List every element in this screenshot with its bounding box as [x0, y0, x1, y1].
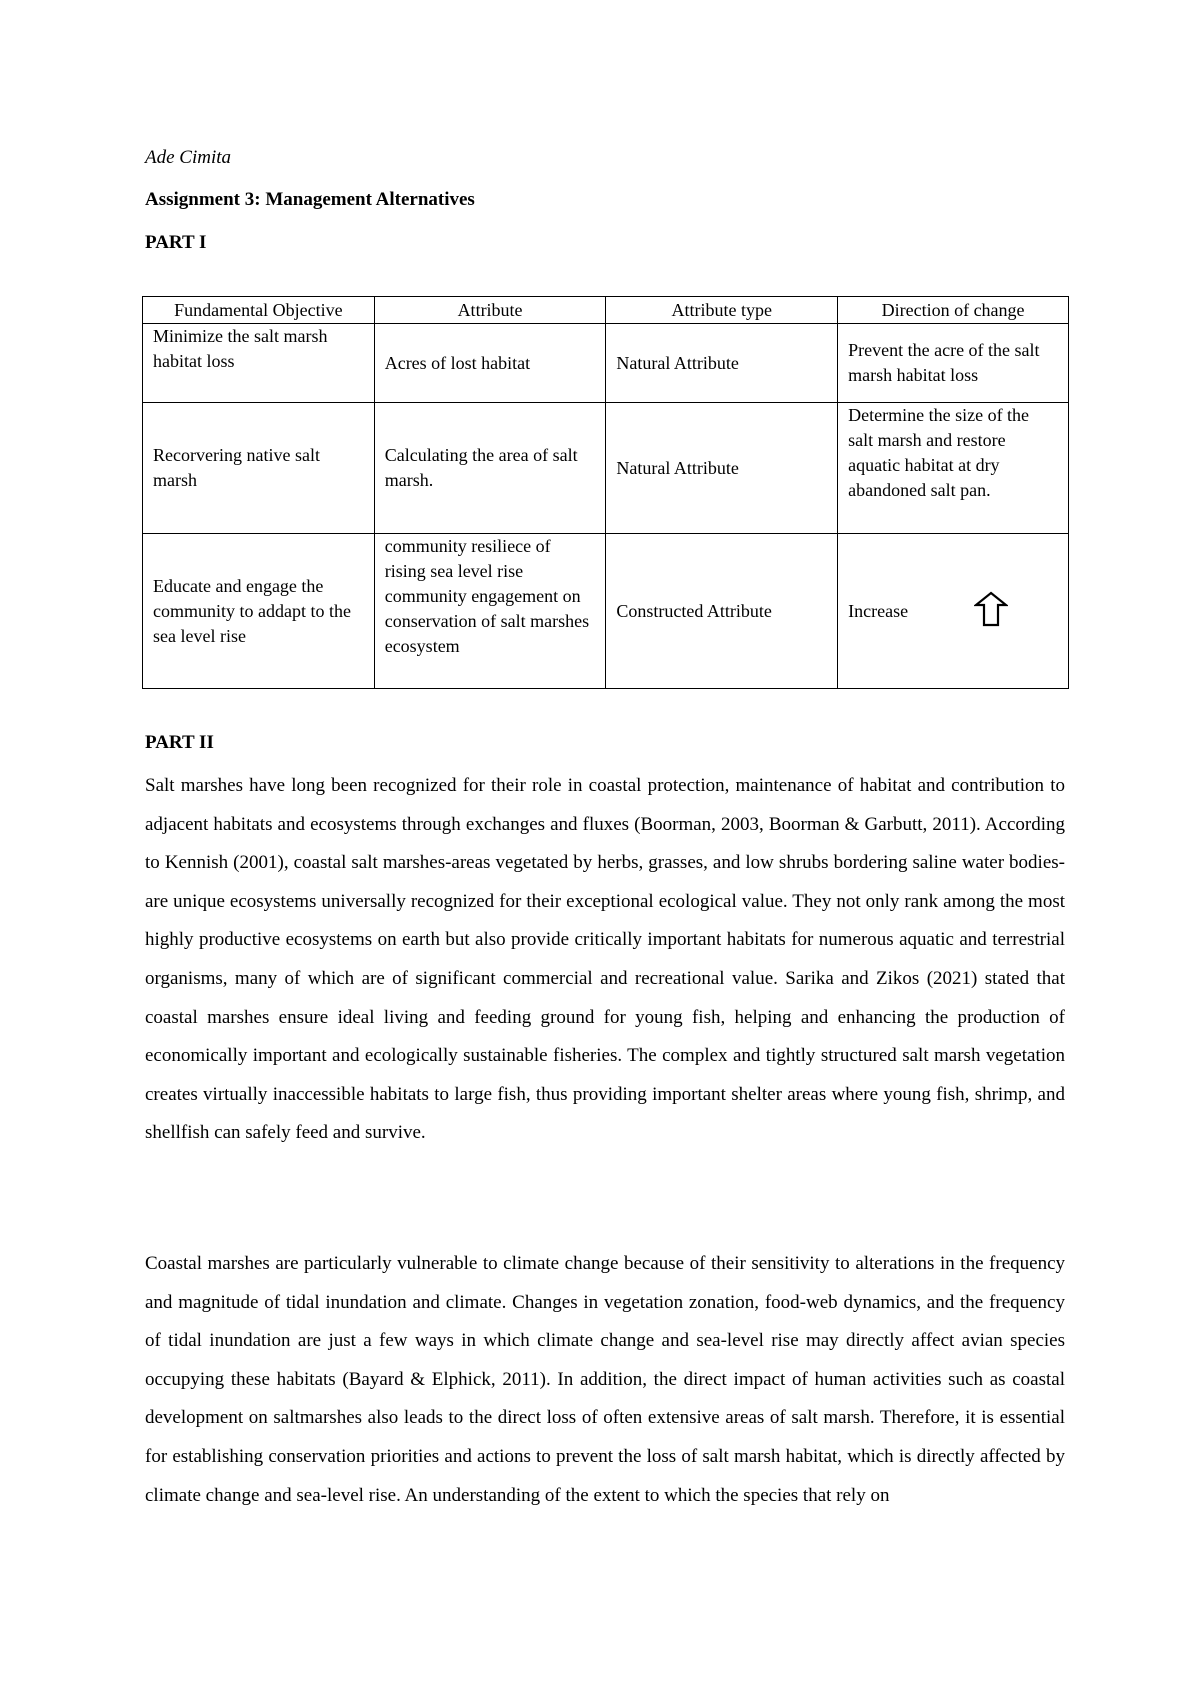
objectives-table — [142, 296, 1069, 689]
author-name: Ade Cimita — [145, 147, 232, 168]
direction-cell: Prevent the acre of the salt marsh habitat loss — [838, 324, 1069, 403]
table-row — [143, 324, 1069, 403]
body-paragraph: Coastal marshes are particularly vulnerable to climate change because of their sensitivity to alterations in the frequency and magnitude of tidal inundation and climate. Changes in vegetation zonation, food-web dynamics, and the frequency of tidal inundation are just a few ways in which climate change and sea-level rise may directly affect avian species occupying these habitats (Bayard & Elphick, 2011). In addition, the direct impact of human activities such as coastal development on saltmarshes also leads to the direct loss of often extensive areas of salt marsh. Therefore, it is essential for establishing conservation priorities and actions to prevent the loss of salt marsh habitat, which is directly affected by climate change and sea-level rise. An understanding of the extent to which the species that rely on — [145, 1253, 1065, 1506]
attribute-type-cell: Natural Attribute — [606, 324, 838, 403]
table-row — [143, 534, 1069, 689]
objective-cell: Minimize the salt marsh habitat loss — [143, 324, 375, 403]
body-paragraph: Salt marshes have long been recognized for their role in coastal protection, maintenance of habitat and contribution to adjacent habitats and ecosystems through exchanges and fluxes (Boorman, 2003, Boorman & Garbutt, 2011). According to Kennish (2001), coastal salt marshes-areas vegetated by herbs, grasses, and low shrubs bordering saline water bodies-are unique ecosystems universally recognized for their exceptional ecological value. They not only rank among the most highly productive ecosystems on earth but also provide critically important habitats for numerous aquatic and terrestrial organisms, many of which are of significant commercial and recreational value. Sarika and Zikos (2021) stated that coastal marshes ensure ideal living and feeding ground for young fish, helping and enhancing the production of economically important and ecologically sustainable fisheries. The complex and tightly structured salt marsh vegetation creates virtually inaccessible habitats to large fish, thus providing important shelter areas where young fish, shrimp, and shellfish can safely feed and survive. — [145, 775, 1065, 1144]
attribute-cell: community resiliece of rising sea level rise community engagement on conservation of salt marshes ecosystem — [374, 534, 606, 689]
attribute-type-cell: Natural Attribute — [606, 403, 838, 534]
header-attribute: Attribute — [374, 297, 606, 324]
direction-cell: Determine the size of the salt marsh and restore aquatic habitat at dry abandoned salt pan. — [838, 403, 1069, 534]
header-attribute-type: Attribute type — [606, 297, 838, 324]
header-fundamental-objective: Fundamental Objective — [143, 297, 375, 324]
table-row — [143, 403, 1069, 534]
table-header-row — [143, 297, 1069, 324]
assignment-title: Assignment 3: Management Alternatives — [145, 189, 475, 210]
direction-cell — [838, 534, 1069, 689]
attribute-type-cell: Constructed Attribute — [606, 534, 838, 689]
objective-cell: Educate and engage the community to addapt to the sea level rise — [143, 534, 375, 689]
objective-cell: Recorvering native salt marsh — [143, 403, 375, 534]
header-direction-of-change: Direction of change — [838, 297, 1069, 324]
part-one-heading: PART I — [145, 232, 207, 253]
direction-label: Increase — [848, 600, 909, 621]
part-two-heading: PART II — [145, 732, 214, 753]
attribute-cell: Acres of lost habitat — [374, 324, 606, 403]
attribute-cell: Calculating the area of salt marsh. — [374, 403, 606, 534]
up-arrow-icon — [974, 591, 1008, 631]
